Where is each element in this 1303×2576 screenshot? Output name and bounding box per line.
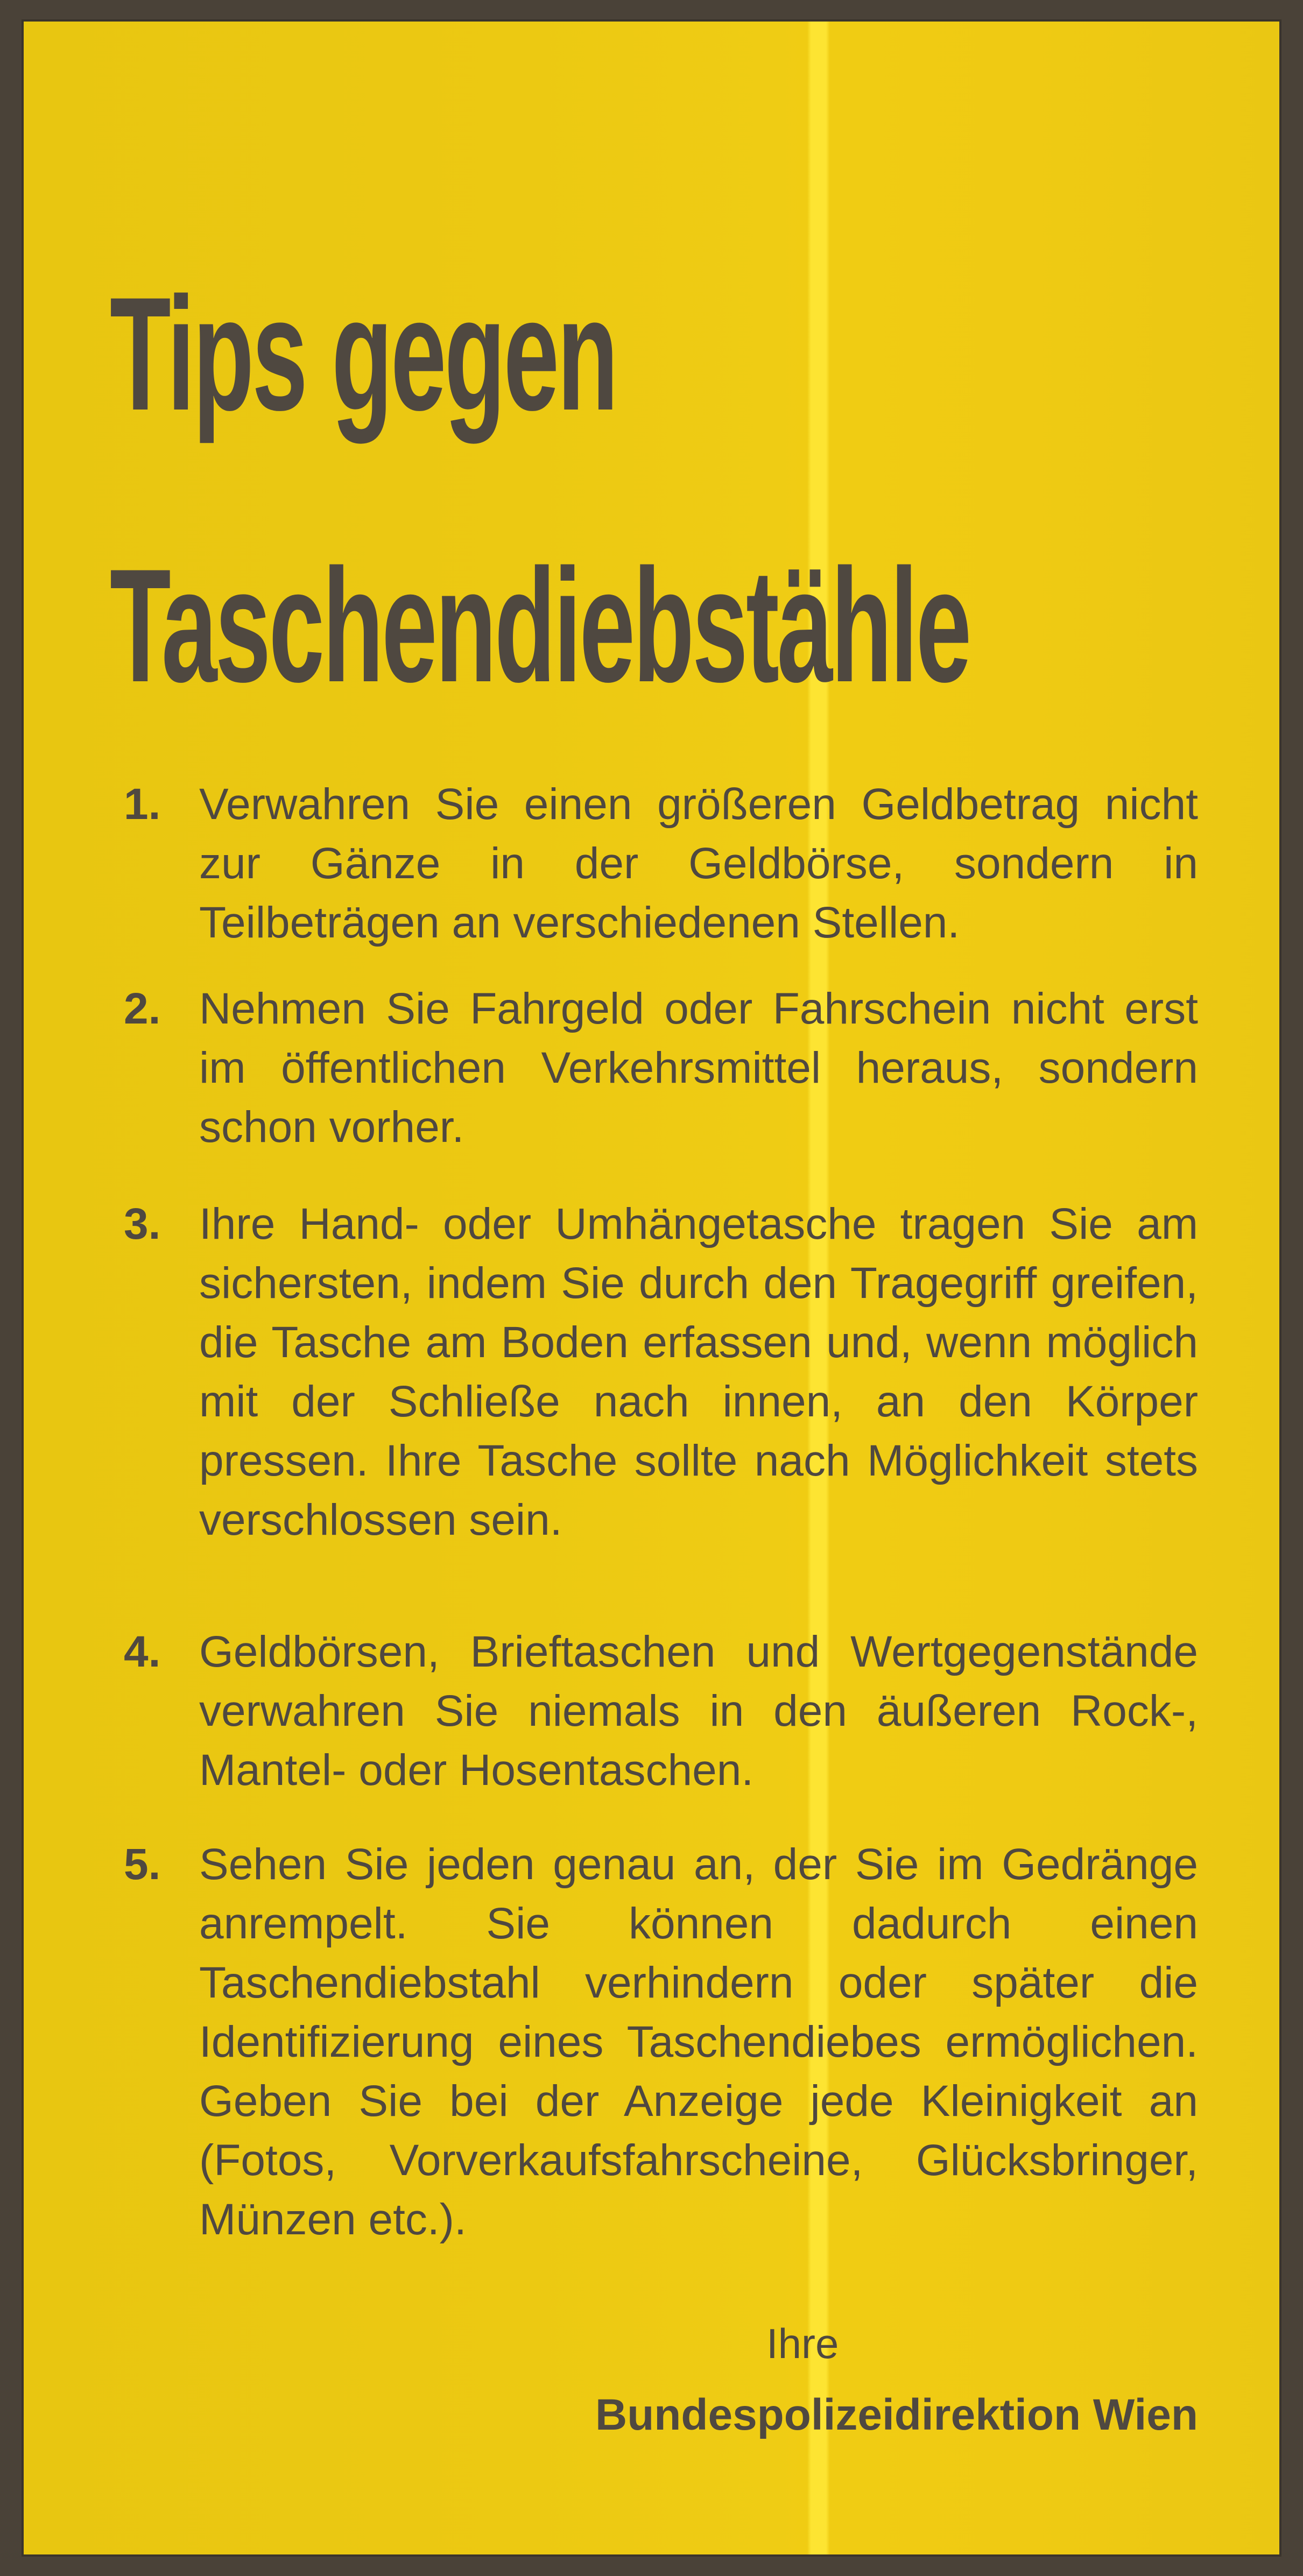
tip-text: Sehen Sie jeden genau an, der Sie im Gedränge anrempelt. Sie können dadurch einen Taschendiebstahl verhindern oder später die Identifizierung eines Taschendiebes ermöglichen. Geben Sie bei der Anzeige jede Kleinigkeit an (Fotos, Vorverkaufsfahrscheine, Glücksbringer, Münzen etc.).: [199, 1840, 1198, 2244]
tip-2: [124, 979, 1198, 1157]
signature-greeting: Ihre: [766, 2320, 839, 2367]
tip-3: [124, 1195, 1198, 1550]
signature-authority: Bundespolizeidirektion Wien: [595, 2390, 1198, 2439]
tip-text: Verwahren Sie einen größeren Geldbetrag nicht zur Gänze in der Geldbörse, sondern in Teilbeträgen an verschiedenen Stellen.: [199, 780, 1198, 947]
tip-number: 1.: [124, 780, 161, 829]
tip-5: [124, 1835, 1198, 2249]
poster-title: [110, 218, 970, 761]
tip-number: 4.: [124, 1627, 161, 1676]
poster-sheet: [24, 22, 1279, 2554]
tip-4: [124, 1622, 1198, 1800]
tip-text: Ihre Hand- oder Umhängetasche tragen Sie am sichersten, indem Sie durch den Tragegriff greifen, die Tasche am Boden erfassen und, wenn möglich mit der Schließe nach innen, an den Körper pressen. Ihre Tasche sollte nach Möglichkeit stets verschlossen sein.: [199, 1199, 1198, 1544]
tip-number: 2.: [124, 984, 161, 1033]
title-line-2: Taschendiebstähle: [110, 535, 970, 716]
tip-number: 3.: [124, 1199, 161, 1248]
tip-number: 5.: [124, 1840, 161, 1889]
title-line-1: Tips gegen: [110, 263, 617, 444]
tip-text: Geldbörsen, Brieftaschen und Wertgegenstände verwahren Sie niemals in den äußeren Rock-, Mantel- oder Hosentaschen.: [199, 1627, 1198, 1795]
tip-1: [124, 775, 1198, 952]
tip-text: Nehmen Sie Fahrgeld oder Fahrschein nicht erst im öffentlichen Verkehrsmittel heraus, sondern schon vorher.: [199, 984, 1198, 1152]
